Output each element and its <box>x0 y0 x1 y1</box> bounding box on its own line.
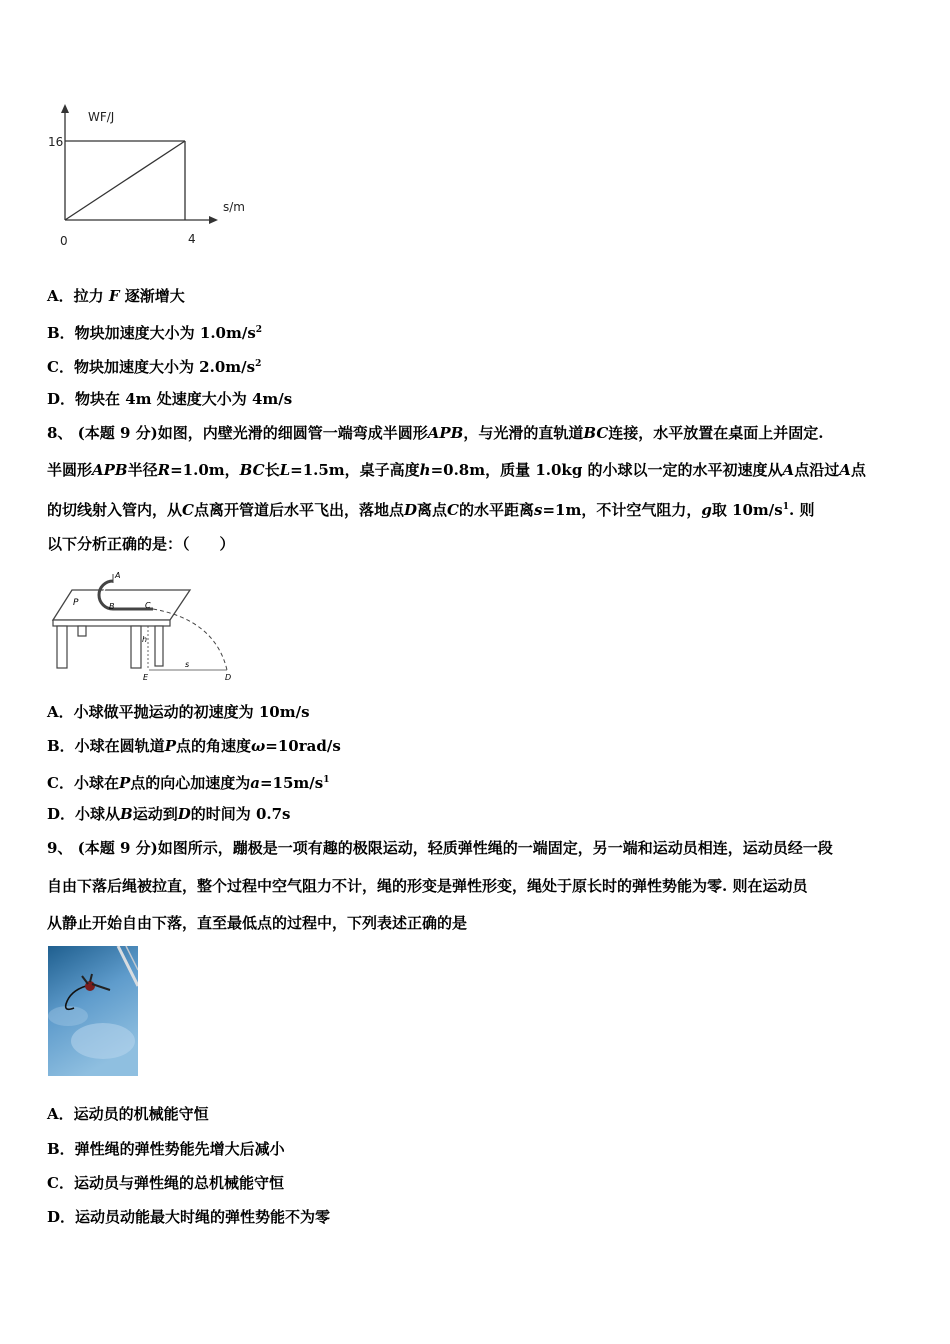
table-diagram <box>45 570 245 685</box>
origin-label: 0 <box>60 234 68 248</box>
x-axis-label: s/m <box>223 200 245 214</box>
q7-option-c: C．物块加速度大小为 $2.0m/s^2$ <box>47 358 262 376</box>
y-axis-label: WF/J <box>88 110 115 124</box>
q7-option-a: A．拉力 F 逐渐增大 <box>47 287 185 305</box>
cloud <box>71 1023 135 1059</box>
label-e: E <box>143 673 149 682</box>
q7-option-b: B．物块加速度大小为 $1.0m/s^2$ <box>47 324 263 342</box>
q7-option-d: D．物块在 4m 处速度大小为 4m/s <box>47 390 293 408</box>
q8-option-c: C．小球在P点的向心加速度为$a=15m/s^1$ <box>47 774 330 792</box>
work-line <box>65 141 185 220</box>
q9-option-c: C．运动员与弹性绳的总机械能守恒 <box>47 1174 284 1192</box>
q9-option-a: A．运动员的机械能守恒 <box>47 1105 209 1123</box>
q8-option-b: B．小球在圆轨道P点的角速度ω=10rad/s <box>47 737 341 755</box>
table-leg-front <box>155 626 163 666</box>
label-c: C <box>145 601 151 610</box>
label-b: B <box>109 602 115 611</box>
table-edge <box>53 620 170 626</box>
y-axis-arrow <box>61 104 69 113</box>
q9-stem-line-2: 自由下落后绳被拉直，整个过程中空气阻力不计，绳的形变是弹性形变，绳处于原长时的弹性势能为零. 则在运动员 <box>47 877 808 895</box>
q8-stem-line-2: 半圆形APB半径R=1.0m，BC长L=1.5m，桌子高度h=0.8m，质量 1.0kg 的小球以一定的水平初速度从A点沿过A点 <box>47 461 866 479</box>
x-tick-label: 4 <box>188 232 196 246</box>
q8-option-d: D．小球从B运动到D的时间为 0.7s <box>47 805 291 823</box>
q9-stem-line-1: 9、 (本题 9 分)如图所示，蹦极是一项有趣的极限运动，轻质弹性绳的一端固定，另一端和运动员相连，运动员经一段 <box>47 839 833 857</box>
q8-stem-line-4: 以下分析正确的是：（ ） <box>47 535 235 553</box>
table-leg-right <box>131 626 141 668</box>
x-axis-arrow <box>209 216 218 224</box>
label-s: s <box>185 660 190 669</box>
bungee-photo <box>48 946 138 1076</box>
label-p: P <box>73 598 79 608</box>
q8-option-a: A．小球做平抛运动的初速度为 10m/s <box>47 703 310 721</box>
y-tick-label: 16 <box>48 135 64 149</box>
q8-stem-line-3: 的切线射入管内，从C点离开管道后水平飞出，落地点D离点C的水平距离s=1m，不计空气阻力，g取 $10m/s^1$. 则 <box>47 501 815 519</box>
work-displacement-graph <box>40 100 270 255</box>
q8-stem-line-1: 8、 (本题 9 分)如图，内壁光滑的细圆管一端弯成半圆形APB，与光滑的直轨道BC连接，水平放置在桌面上并固定. <box>47 424 824 442</box>
q9-option-d: D．运动员动能最大时绳的弹性势能不为零 <box>47 1208 331 1226</box>
label-a: A <box>115 571 121 580</box>
table-leg-left <box>57 626 67 668</box>
q9-stem-line-3: 从静止开始自由下落，直至最低点的过程中，下列表述正确的是 <box>47 914 468 932</box>
label-d: D <box>225 673 232 682</box>
q9-option-b: B．弹性绳的弹性势能先增大后减小 <box>47 1140 285 1158</box>
label-h: h <box>142 635 148 644</box>
table-leg-back <box>78 626 86 636</box>
